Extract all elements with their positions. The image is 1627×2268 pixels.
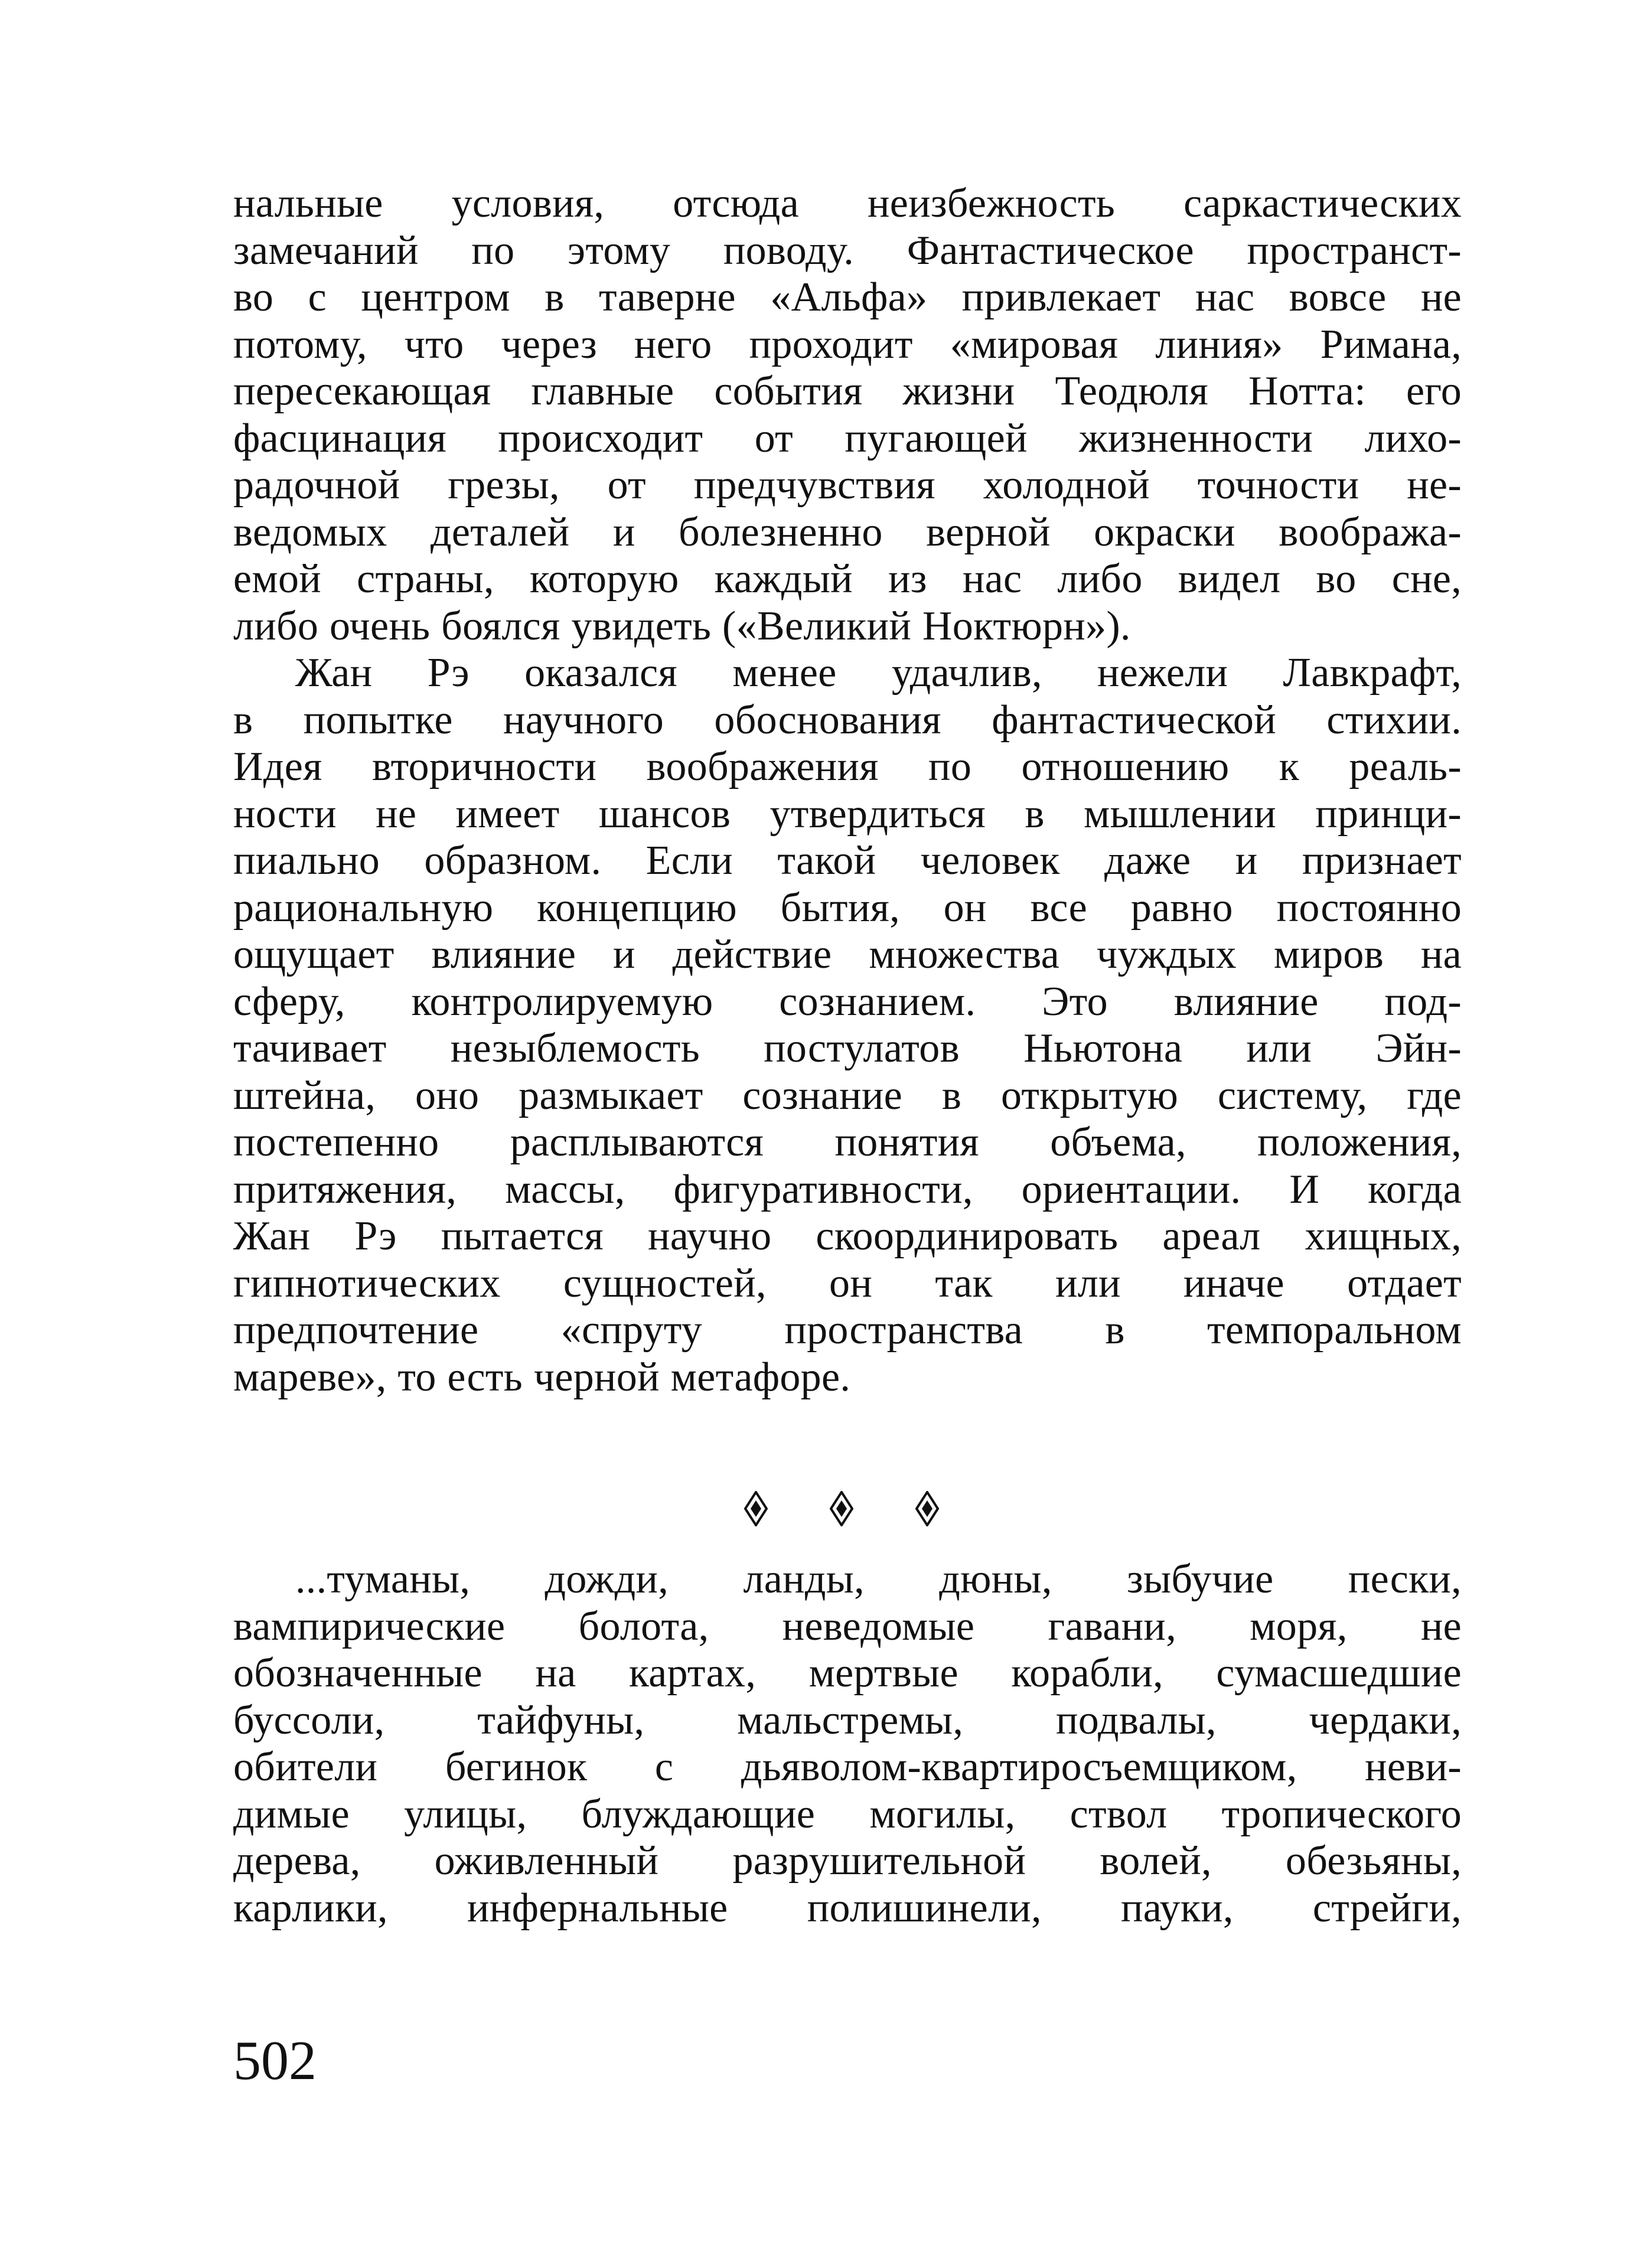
text-line: дерева, оживленный разрушительной волей, обезьяны,: [233, 1838, 1462, 1884]
text-line: постепенно расплываются понятия объема, положения,: [233, 1120, 1462, 1165]
text-line: притяжения, массы, фигуративности, ориентации. И когда: [233, 1166, 1462, 1212]
text-line: вампирические болота, неведомые гавани, моря, не: [233, 1603, 1462, 1649]
paragraph-1: [233, 180, 1462, 650]
text-line: димые улицы, блуждающие могилы, ствол тропического: [233, 1791, 1462, 1837]
text-line: радочной грезы, от предчувствия холодной точности не-: [233, 462, 1462, 508]
text-line: потому, что через него проходит «мировая линия» Римана,: [233, 321, 1462, 367]
text-line: емой страны, которую каждый из нас либо видел во сне,: [233, 556, 1462, 602]
text-line: сферу, контролируемую сознанием. Это влияние под-: [233, 978, 1462, 1024]
diamond-icon: [744, 1491, 768, 1526]
text-line: карлики, инфернальные полишинели, пауки, стрейги,: [233, 1885, 1462, 1931]
main-text: [233, 180, 1462, 1401]
section-separator: [744, 1485, 939, 1532]
page-number: 502: [233, 2030, 317, 2091]
text-line: гипнотических сущностей, он так или иначе отдает: [233, 1260, 1462, 1306]
text-line: предпочтение «спруту пространства в темпоральном: [233, 1307, 1462, 1353]
paragraph-3: [233, 1556, 1462, 1931]
text-line: Идея вторичности воображения по отношению к реаль-: [233, 744, 1462, 789]
text-line: буссоли, тайфуны, мальстремы, подвалы, чердаки,: [233, 1697, 1462, 1743]
text-line: ...туманы, дожди, ланды, дюны, зыбучие пески,: [295, 1556, 1462, 1602]
text-line: ведомых деталей и болезненно верной окраски вообража-: [233, 509, 1462, 555]
text-line: нальные условия, отсюда неизбежность саркастических: [233, 181, 1462, 226]
text-line: замечаний по этому поводу. Фантастическое пространст-: [233, 227, 1462, 273]
text-line: мареве», то есть черной метафоре.: [233, 1354, 851, 1400]
text-line: Жан Рэ оказался менее удачлив, нежели Лавкрафт,: [295, 650, 1462, 696]
text-line: ощущает влияние и действие множества чуждых миров на: [233, 932, 1462, 977]
text-line: пиально образном. Если такой человек даже и признает: [233, 838, 1462, 883]
diamond-icon: [915, 1491, 939, 1526]
text-line: пересекающая главные события жизни Теодюля Нотта: его: [233, 368, 1462, 414]
text-line: обители бегинок с дьяволом-квартиросъемщиком, неви-: [233, 1744, 1462, 1790]
text-line: тачивает незыблемость постулатов Ньютона или Эйн-: [233, 1026, 1462, 1071]
text-line: штейна, оно размыкает сознание в открытую систему, где: [233, 1072, 1462, 1118]
text-line: Жан Рэ пытается научно скоординировать ареал хищных,: [233, 1213, 1462, 1259]
text-line: фасцинация происходит от пугающей жизненности лихо-: [233, 415, 1462, 461]
text-line: ности не имеет шансов утвердиться в мышлении принци-: [233, 791, 1462, 837]
text-line: рациональную концепцию бытия, он все равно постоянно: [233, 885, 1462, 931]
text-line: в попытке научного обоснования фантастической стихии.: [233, 697, 1462, 743]
text-line: либо очень боялся увидеть («Великий Ноктюрн»).: [233, 603, 1131, 649]
text-line: обозначенные на картах, мертвые корабли, сумасшедшие: [233, 1650, 1462, 1696]
diamond-icon: [830, 1491, 853, 1526]
paragraph-2: [233, 650, 1462, 1401]
text-line: во с центром в таверне «Альфа» привлекает нас вовсе не: [233, 275, 1462, 320]
